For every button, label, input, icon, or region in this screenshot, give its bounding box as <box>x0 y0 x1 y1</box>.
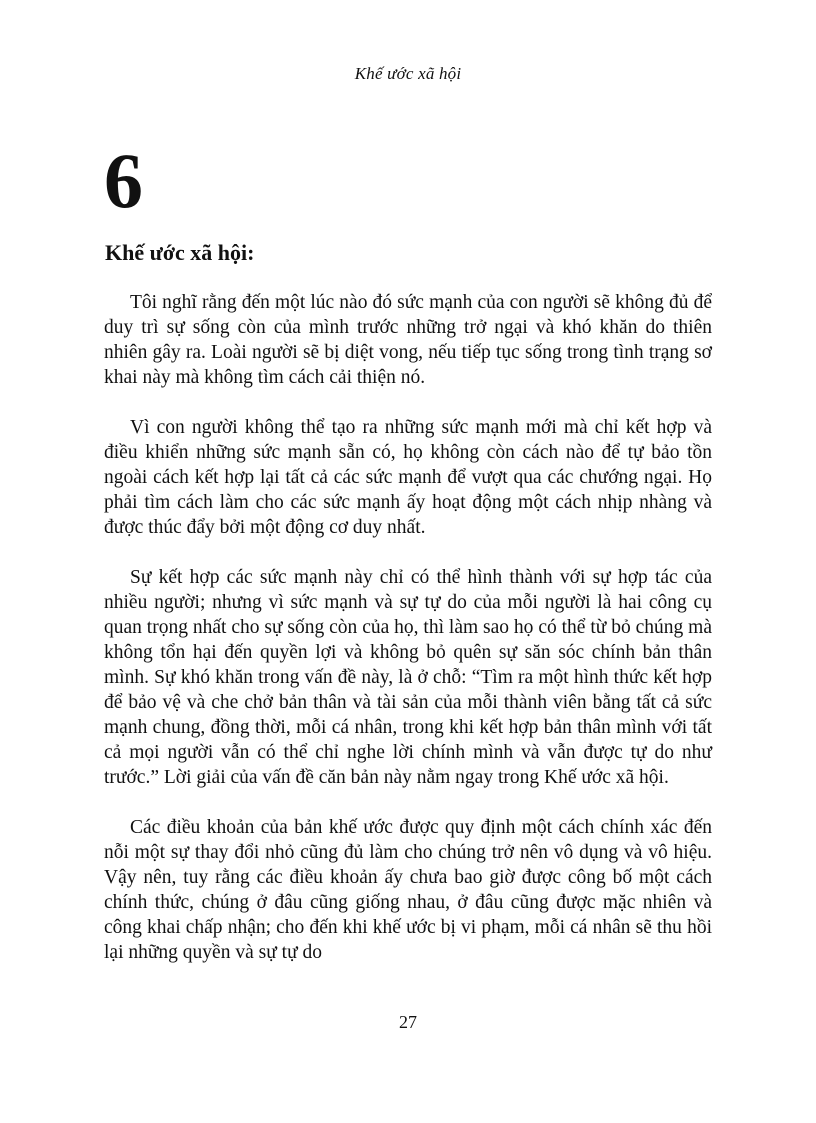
paragraph-2: Vì con người không thể tạo ra những sức mạnh mới mà chỉ kết hợp và điều khiển những sức mạnh sẵn có, họ không còn cách nào để tự bảo tồn ngoài cách kết hợp lại tất cả các sức mạnh để vượt qua các chướng ngại. Họ phải tìm cách làm cho các sức mạnh ấy hoạt động một cách nhịp nhàng và được thúc đẩy bởi một động cơ duy nhất. <box>104 417 712 538</box>
running-header: Khế ước xã hội <box>354 64 462 83</box>
paragraph-4: Các điều khoản của bản khế ước được quy định một cách chính xác đến nỗi một sự thay đổi nhỏ cũng đủ làm cho chúng trở nên vô dụng và vô hiệu. Vậy nên, tuy rằng các điều khoản ấy chưa bao giờ được công bố một cách chính thức, chúng ở đâu cũng giống nhau, ở đâu cũng được mặc nhiên và công khai chấp nhận; cho đến khi khế ước bị vi phạm, mỗi cá nhân sẽ thu hồi lại những quyền và sự tự do <box>104 817 712 963</box>
section-title: Khế ước xã hội: <box>105 240 255 265</box>
chapter-number: 6 <box>104 137 143 224</box>
paragraph-3: Sự kết hợp các sức mạnh này chỉ có thể hình thành với sự hợp tác của nhiều người; nhưng vì sức mạnh và sự tự do của mỗi người là hai công cụ quan trọng nhất cho sự sống còn của họ, thì làm sao họ có thể từ bỏ chúng mà không tổn hại đến quyền lợi và không bỏ quên sự săn sóc chính bản thân mình. Sự khó khăn trong vấn đề này, là ở chỗ: “Tìm ra một hình thức kết hợp để bảo vệ và che chở bản thân và tài sản của mỗi thành viên bằng tất cả sức mạnh chung, đồng thời, mỗi cá nhân, trong khi kết hợp bản thân mình với tất cả mọi người vẫn có thể chỉ nghe lời chính mình và vẫn được tự do như trước.” Lời giải của vấn đề căn bản này nằm ngay trong Khế ước xã hội. <box>104 567 712 788</box>
body-text <box>104 290 712 990</box>
paragraph-1: Tôi nghĩ rằng đến một lúc nào đó sức mạnh của con người sẽ không đủ để duy trì sự sống còn của mình trước những trở ngại và khó khăn do thiên nhiên gây ra. Loài người sẽ bị diệt vong, nếu tiếp tục sống trong tình trạng sơ khai này mà không tìm cách cải thiện nó. <box>104 292 712 388</box>
page-number: 27 <box>399 1012 417 1032</box>
